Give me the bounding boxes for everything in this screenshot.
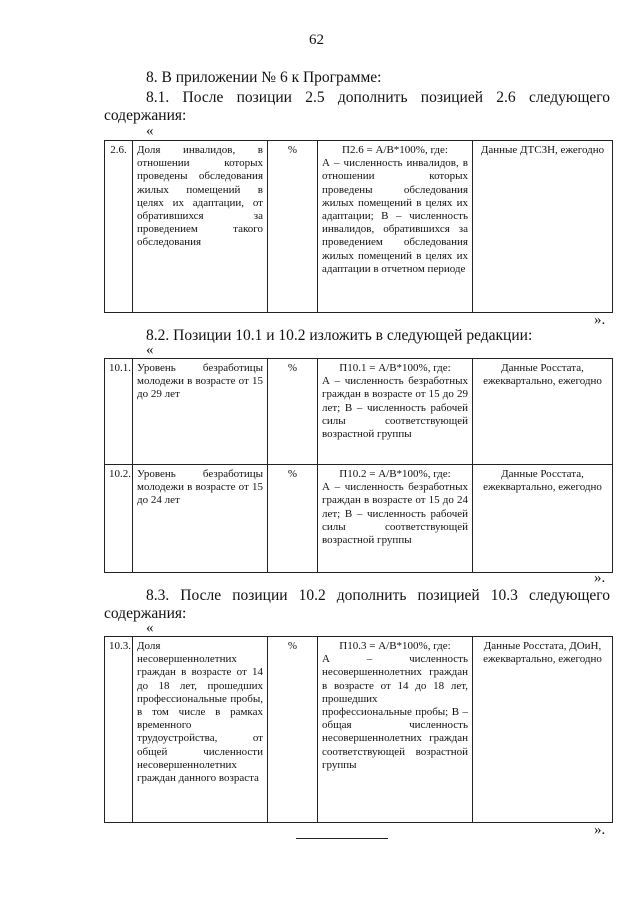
section-8-3-line2: содержания: [104, 605, 187, 622]
data-source: Данные Росстата, ДОиН, ежеквартально, ежегодно [473, 637, 613, 823]
formula: П10.2 = A/B*100%, где: [339, 468, 451, 480]
close-quote: ». [594, 312, 606, 328]
position-number: 2.6. [105, 141, 133, 313]
position-number: 10.1. [105, 359, 133, 465]
indicator-name: Доля несовершеннолетних граждан в возрасте от 14 до 18 лет, прошедших профессиональные пробы, в том числе в рамках временного трудоустройства, от общей численности несовершеннолетних граждан данного возраста [133, 637, 268, 823]
section-8-2-heading: 8.2. Позиции 10.1 и 10.2 изложить в следующей редакции: [146, 327, 533, 344]
unit: % [268, 465, 318, 573]
formula-cell [318, 141, 473, 313]
formula: П2.6 = A/B*100%, где: [342, 144, 448, 156]
formula-description: А – численность несовершеннолетних граждан в возрасте от 14 до 18 лет, прошедших профессиональные пробы; В – общая численность несовершеннолетних граждан соответствующей возрастной группы [322, 653, 468, 771]
formula-description: А – численность безработных граждан в возрасте от 15 до 24 лет; В – численность рабочей силы соответствующей возрастной группы [322, 481, 468, 547]
footer-divider [296, 838, 388, 839]
formula-cell [318, 465, 473, 573]
position-number: 10.2. [105, 465, 133, 573]
unit: % [268, 637, 318, 823]
data-source: Данные ДТСЗН, ежегодно [473, 141, 613, 313]
data-source: Данные Росстата, ежеквартально, ежегодно [473, 465, 613, 573]
indicator-name: Уровень безработицы молодежи в возрасте от 15 до 29 лет [133, 359, 268, 465]
section-8-3-line1: 8.3. После позиции 10.2 дополнить позицией 10.3 следующего [146, 587, 610, 604]
page-number: 62 [309, 32, 324, 48]
table-row [105, 141, 613, 313]
formula: П10.1 = A/B*100%, где: [339, 362, 451, 374]
unit: % [268, 141, 318, 313]
formula-description: А – численность инвалидов, в отношении которых проведены обследования жилых помещений в целях их адаптации; В – численность инвалидов, обратившихся за проведением обследования жилых помещений в целях их адаптации в отчетном периоде [322, 157, 468, 275]
unit: % [268, 359, 318, 465]
section-8-1-line1: 8.1. После позиции 2.5 дополнить позицией 2.6 следующего [146, 89, 610, 106]
formula: П10.3 = A/B*100%, где: [339, 640, 451, 652]
table-position-2-6 [104, 140, 613, 313]
open-quote: « [146, 342, 154, 358]
data-source: Данные Росстата, ежеквартально, ежегодно [473, 359, 613, 465]
close-quote: ». [594, 570, 606, 586]
indicator-name: Доля инвалидов, в отношении которых проведены обследования жилых помещений в целях их адаптации, от обратившихся за проведением такого обследования [133, 141, 268, 313]
section-8-heading: 8. В приложении № 6 к Программе: [146, 69, 382, 86]
formula-cell [318, 359, 473, 465]
table-row [105, 465, 613, 573]
formula-cell [318, 637, 473, 823]
open-quote: « [146, 620, 154, 636]
formula-description: А – численность безработных граждан в возрасте от 15 до 29 лет; В – численность рабочей силы соответствующей возрастной группы [322, 375, 468, 441]
table-row [105, 359, 613, 465]
table-position-10-3 [104, 636, 613, 823]
position-number: 10.3. [105, 637, 133, 823]
table-positions-10-1-10-2 [104, 358, 613, 573]
indicator-name: Уровень безработицы молодежи в возрасте от 15 до 24 лет [133, 465, 268, 573]
close-quote: ». [594, 822, 606, 838]
section-8-1-line2: содержания: [104, 107, 187, 124]
open-quote: « [146, 123, 154, 139]
table-row [105, 637, 613, 823]
